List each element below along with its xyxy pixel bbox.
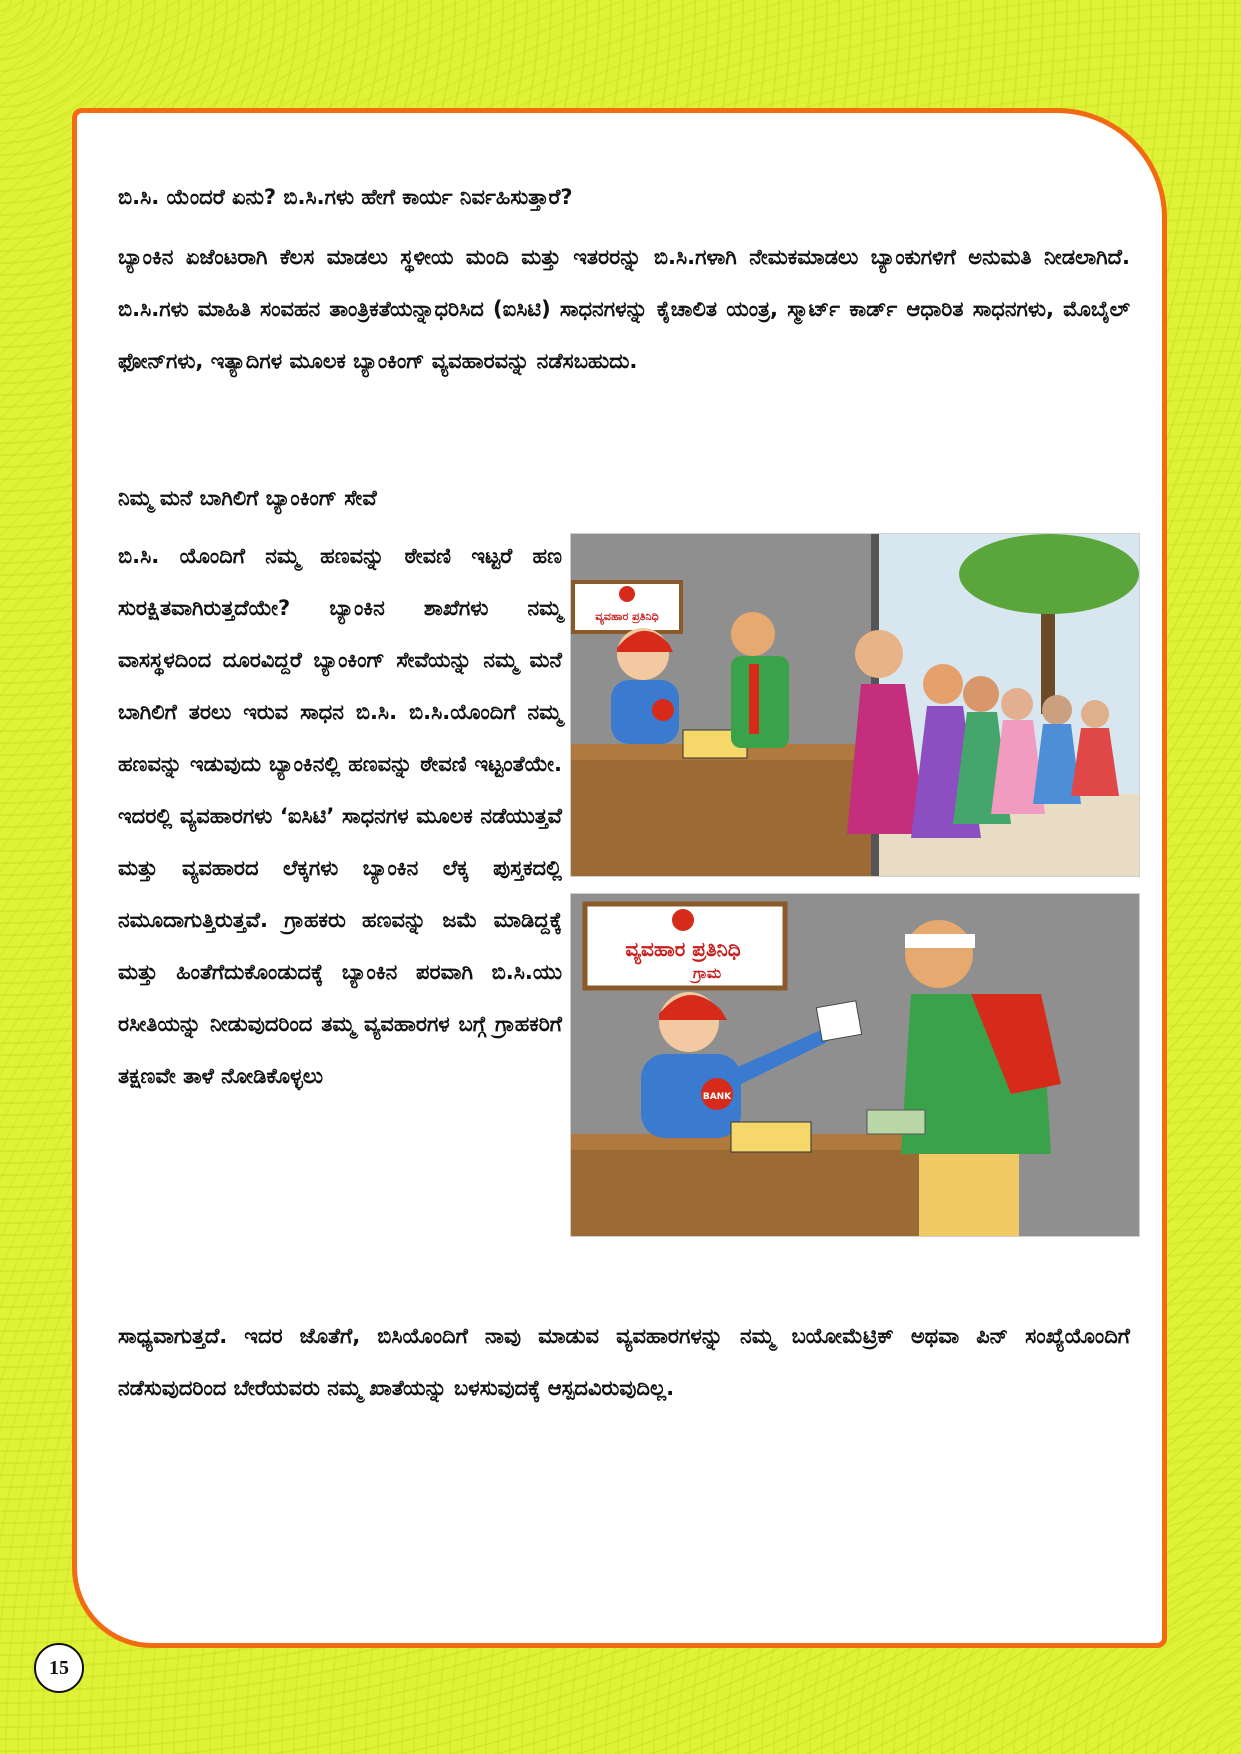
illustration-queue-at-bc [570,533,1140,877]
section-heading-doorstep-banking: ನಿಮ್ಮ ಮನೆ ಬಾಗಿಲಿಗೆ ಬ್ಯಾಂಕಿಂಗ್ ಸೇವೆ [118,486,377,510]
svg-text:ವ್ಯವಹಾರ ಪ್ರತಿನಿಧಿ: ವ್ಯವಹಾರ ಪ್ರತಿನಿಧಿ [625,937,741,961]
page-number: 15 [34,1643,84,1693]
illustration-receipt-exchange [570,893,1140,1237]
section-heading-what-is-bc: ಬಿ.ಸಿ. ಯೆಂದರೆ ಏನು? ಬಿ.ಸಿ.ಗಳು ಹೇಗೆ ಕಾರ್ಯ ನಿರ್ವಹಿಸುತ್ತಾರೆ? [118,185,573,209]
illustration-receipt-svg [571,894,1139,1236]
bank-logo-icon-2 [672,909,694,931]
svg-text:ಗ್ರಾಮ: ಗ್ರಾಮ [692,964,722,982]
bank-logo-icon [619,586,635,602]
section-paragraph-doorstep-banking: ಬಿ.ಸಿ. ಯೊಂದಿಗೆ ನಮ್ಮ ಹಣವನ್ನು ಠೇವಣಿ ಇಟ್ಟರೆ ಹಣ ಸುರಕ್ಷಿತವಾಗಿರುತ್ತದೆಯೇ? ಬ್ಯಾಂಕಿನ ಶಾಖೆಗಳು ನಮ್ಮ ವಾಸಸ್ಥಳದಿಂದ ದೂರವಿದ್ದರೆ ಬ್ಯಾಂಕಿಂಗ್ ಸೇವೆಯನ್ನು ನಮ್ಮ ಮನೆ ಬಾಗಿಲಿಗೆ ತರಲು ಇರುವ ಸಾಧನ ಬಿ.ಸಿ. ಬಿ.ಸಿ.ಯೊಂದಿಗೆ ನಮ್ಮ ಹಣವನ್ನು ಇಡುವುದು ಬ್ಯಾಂಕಿನಲ್ಲಿ ಹಣವನ್ನು ಠೇವಣಿ ಇಟ್ಟಂತೆಯೇ. ಇದರಲ್ಲಿ ವ್ಯವಹಾರಗಳು ‘ಐಸಿಟಿ’ ಸಾಧನಗಳ ಮೂಲಕ ನಡೆಯುತ್ತವೆ ಮತ್ತು ವ್ಯವಹಾರದ ಲೆಕ್ಕಗಳು ಬ್ಯಾಂಕಿನ ಲೆಕ್ಕ ಪುಸ್ತಕದಲ್ಲಿ ನಮೂದಾಗುತ್ತಿರುತ್ತವೆ. ಗ್ರಾಹಕರು ಹಣವನ್ನು ಜಮೆ ಮಾಡಿದ್ದಕ್ಕೆ ಮತ್ತು ಹಿಂತೆಗೆದುಕೊಂಡುದಕ್ಕೆ ಬ್ಯಾಂಕಿನ ಪರವಾಗಿ ಬಿ.ಸಿ.ಯು ರಸೀತಿಯನ್ನು ನೀಡುವುದರಿಂದ ತಮ್ಮ ವ್ಯವಹಾರಗಳ ಬಗ್ಗೆ ಗ್ರಾಹಕರಿಗೆ ತಕ್ಷಣವೇ ತಾಳೆ ನೋಡಿಕೊಳ್ಳಲು [118,544,562,1088]
svg-text:ವ್ಯವಹಾರ ಪ್ರತಿನಿಧಿ: ವ್ಯವಹಾರ ಪ್ರತಿನಿಧಿ [595,610,659,623]
illustration-queue-svg [571,534,1139,876]
section-paragraph-doorstep-banking-cont: ಸಾಧ್ಯವಾಗುತ್ತದೆ. ಇದರ ಜೊತೆಗೆ, ಬಿಸಿಯೊಂದಿಗೆ ನಾವು ಮಾಡುವ ವ್ಯವಹಾರಗಳನ್ನು ನಮ್ಮ ಬಯೋಮೆಟ್ರಿಕ್ ಅಥವಾ ಪಿನ್ ಸಂಖ್ಯೆಯೊಂದಿಗೆ ನಡೆಸುವುದರಿಂದ ಬೇರೆಯವರು ನಮ್ಮ ಖಾತೆಯನ್ನು ಬಳಸುವುದಕ್ಕೆ ಆಸ್ಪದವಿರುವುದಿಲ್ಲ. [118,1324,1130,1400]
section-paragraph-bc-intro: ಬ್ಯಾಂಕಿನ ಏಜೆಂಟರಾಗಿ ಕೆಲಸ ಮಾಡಲು ಸ್ಥಳೀಯ ಮಂದಿ ಮತ್ತು ಇತರರನ್ನು ಬಿ.ಸಿ.ಗಳಾಗಿ ನೇಮಕಮಾಡಲು ಬ್ಯಾಂಕುಗಳಿಗೆ ಅನುಮತಿ ನೀಡಲಾಗಿದೆ. ಬಿ.ಸಿ.ಗಳು ಮಾಹಿತಿ ಸಂವಹನ ತಾಂತ್ರಿಕತೆಯನ್ನಾಧರಿಸಿದ (ಐಸಿಟಿ) ಸಾಧನಗಳನ್ನು ಕೈಚಾಲಿತ ಯಂತ್ರ, ಸ್ಮಾರ್ಟ್ ಕಾರ್ಡ್ ಆಧಾರಿತ ಸಾಧನಗಳು, ಮೊಬೈಲ್ ಫೋನ್‌ಗಳು, ಇತ್ಯಾದಿಗಳ ಮೂಲಕ ಬ್ಯಾಂಕಿಂಗ್ ವ್ಯವಹಾರವನ್ನು ನಡೆಸಬಹುದು. [118,245,1130,373]
svg-text:BANK: BANK [702,1092,732,1102]
